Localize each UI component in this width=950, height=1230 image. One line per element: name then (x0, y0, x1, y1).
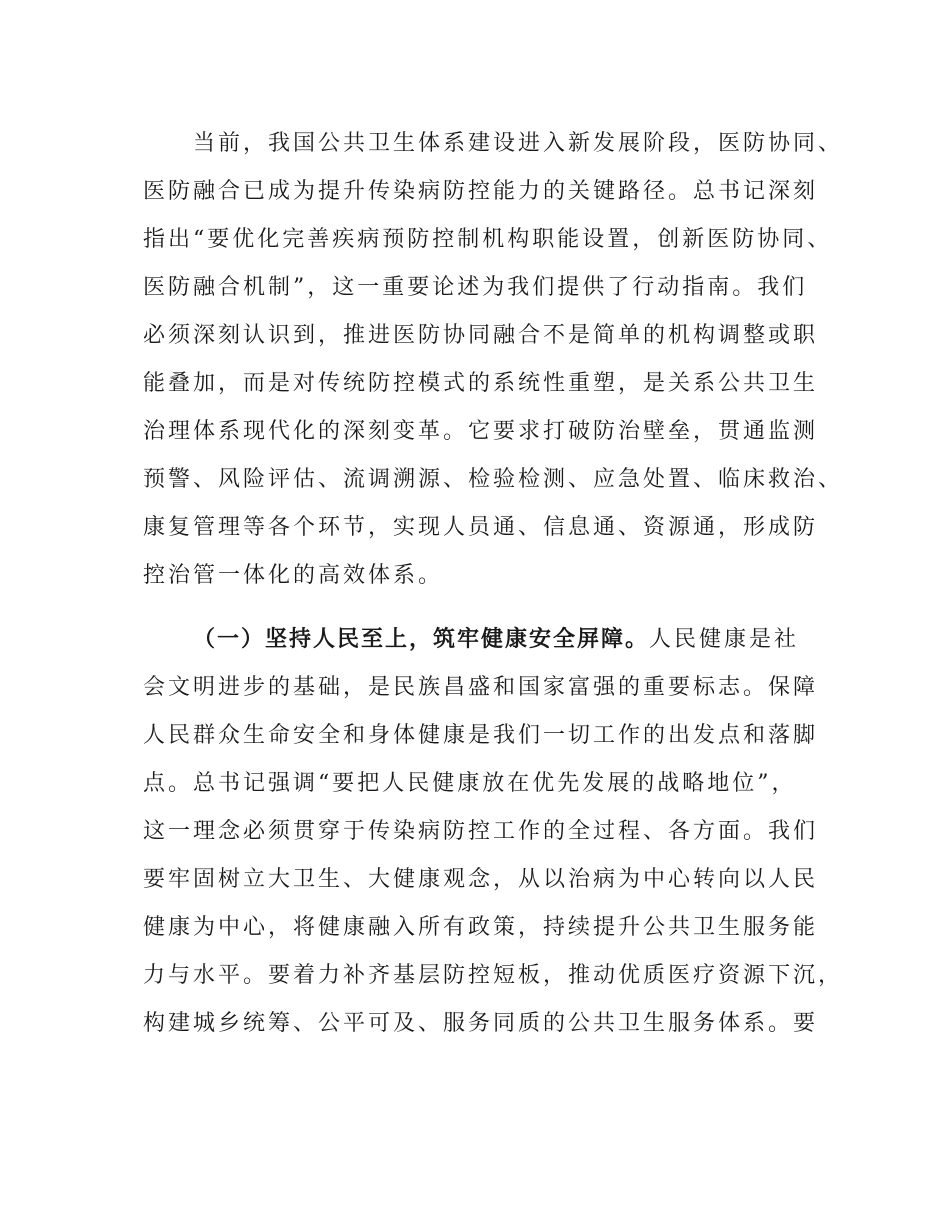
paragraph-line: 治理体系现代化的深刻变革。它要求打破防治壁垒，贯通监测 (143, 419, 819, 444)
paragraph-line: 人民群众生命安全和身体健康是我们一切工作的出发点和落脚 (143, 723, 819, 748)
paragraph-line: 要牢固树立大卫生、大健康观念，从以治病为中心转向以人民 (143, 867, 819, 892)
paragraph-section-one (143, 616, 844, 1048)
paragraph-first-line (143, 616, 823, 664)
paragraph-line: 指出“要优化完善疾病预防控制机构职能设置，创新医防协同、 (143, 227, 833, 252)
paragraph-line: 医防融合机制”，这一重要论述为我们提供了行动指南。我们 (143, 275, 808, 300)
paragraph-line: 康复管理等各个环节，实现人员通、信息通、资源通，形成防 (143, 515, 819, 540)
paragraph-line: 力与水平。要着力补齐基层防控短板，推动优质医疗资源下沉， (143, 963, 844, 988)
paragraph-line: 健康为中心，将健康融入所有政策，持续提升公共卫生服务能 (143, 915, 819, 940)
paragraph-line: 必须深刻认识到，推进医防协同融合不是简单的机构调整或职 (143, 323, 819, 348)
paragraph-intro (143, 120, 844, 600)
paragraph-line: 当前，我国公共卫生体系建设进入新发展阶段，医防协同、 (193, 131, 844, 156)
paragraph-line: 预警、风险评估、流调溯源、检验检测、应急处置、临床救治、 (143, 467, 844, 492)
paragraph-line: 会文明进步的基础，是民族昌盛和国家富强的重要标志。保障 (143, 675, 819, 700)
paragraph-line: 医防融合已成为提升传染病防控能力的关键路径。总书记深刻 (143, 179, 819, 204)
paragraph-line: 这一理念必须贯穿于传染病防控工作的全过程、各方面。我们 (143, 819, 819, 844)
paragraph-line-rest: 人民健康是社 (649, 627, 800, 652)
paragraph-line: 控治管一体化的高效体系。 (143, 563, 444, 588)
section-heading: （一）坚持人民至上，筑牢健康安全屏障。 (193, 627, 650, 652)
paragraph-line: 能叠加，而是对传统防控模式的系统性重塑，是关系公共卫生 (143, 371, 819, 396)
paragraph-line: 构建城乡统筹、公平可及、服务同质的公共卫生服务体系。要 (143, 1011, 819, 1036)
paragraph-line: 点。总书记强调“要把人民健康放在优先发展的战略地位”， (143, 771, 797, 796)
